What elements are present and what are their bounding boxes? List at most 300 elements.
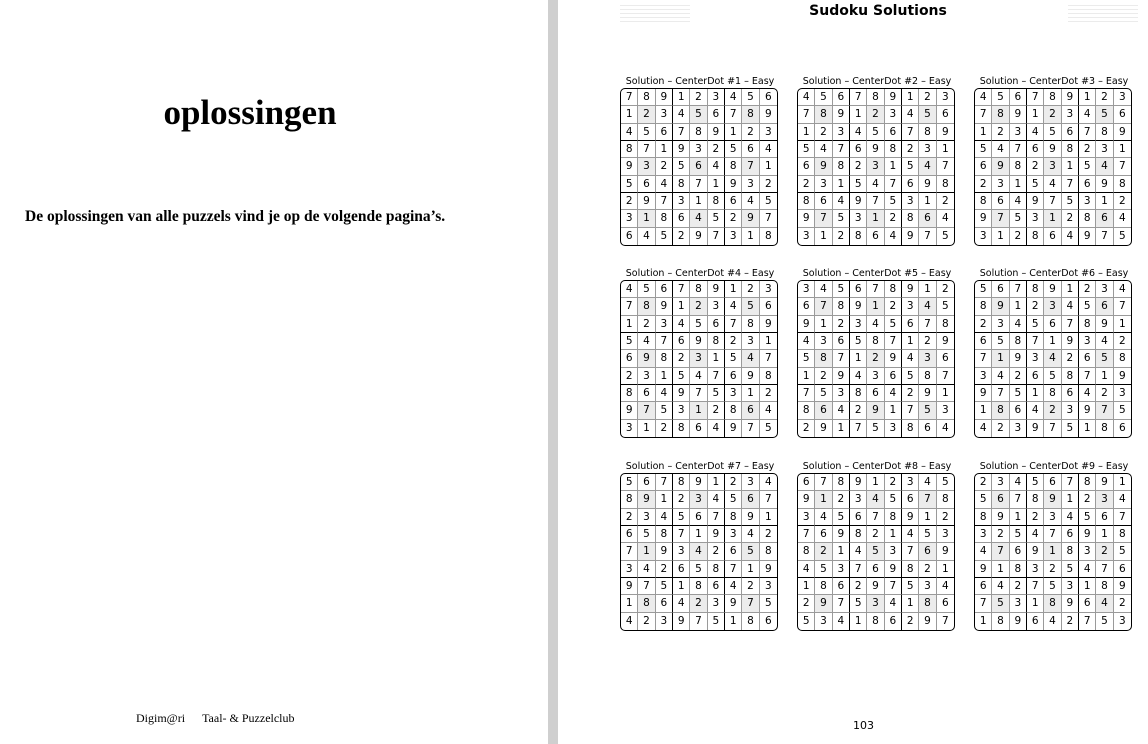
sudoku-cell: 7 [885,333,902,350]
sudoku-cell: 2 [1044,402,1061,419]
sudoku-cell: 6 [992,491,1009,508]
sudoku-cell: 9 [1044,141,1061,158]
sudoku-cell: 9 [867,578,884,595]
sudoku-cell: 7 [798,526,815,543]
sudoku-cell: 4 [1044,613,1061,630]
sudoku-cell: 9 [725,420,742,437]
sudoku-cell: 8 [815,106,832,123]
sudoku-cell: 5 [992,89,1009,106]
sudoku-cell: 3 [1062,578,1079,595]
sudoku-cell: 2 [1062,350,1079,367]
sudoku-grid [974,473,1132,631]
sudoku-cell: 9 [673,385,690,402]
sudoku-cell: 4 [975,543,992,560]
sudoku-cell: 3 [975,228,992,245]
sudoku-cell: 2 [690,298,707,315]
sudoku-cell: 5 [902,578,919,595]
sudoku-cell: 3 [1062,106,1079,123]
sudoku-cell: 2 [937,509,954,526]
sudoku-cell: 9 [690,228,707,245]
sudoku-cell: 8 [1079,316,1096,333]
sudoku-cell: 7 [656,333,673,350]
sudoku-cell: 9 [937,333,954,350]
sudoku-cell: 9 [1079,228,1096,245]
sudoku-cell: 2 [815,124,832,141]
sudoku-cell: 5 [638,124,655,141]
sudoku-cell: 8 [1062,368,1079,385]
sudoku-cell: 9 [690,474,707,491]
sudoku-cell: 2 [1010,578,1027,595]
sudoku-cell: 5 [937,474,954,491]
sudoku-cell: 3 [833,561,850,578]
sudoku-cell: 2 [919,333,936,350]
sudoku-cell: 6 [902,491,919,508]
sudoku-cell: 1 [1044,210,1061,227]
sudoku-cell: 1 [690,526,707,543]
sudoku-cell: 8 [760,368,777,385]
puzzle-label: Solution – CenterDot #7 – Easy [625,461,775,472]
sudoku-solution-2 [797,76,957,246]
sudoku-cell: 3 [708,595,725,612]
sudoku-cell: 2 [638,316,655,333]
sudoku-cell: 5 [798,141,815,158]
sudoku-cell: 2 [798,595,815,612]
sudoku-cell: 7 [815,298,832,315]
sudoku-cell: 5 [1096,613,1113,630]
sudoku-cell: 4 [1114,491,1131,508]
sudoku-cell: 5 [690,561,707,578]
sudoku-cell: 2 [760,526,777,543]
sudoku-cell: 8 [975,193,992,210]
sudoku-cell: 1 [673,89,690,106]
sudoku-cell: 6 [673,561,690,578]
sudoku-cell: 4 [656,509,673,526]
sudoku-cell: 1 [1027,385,1044,402]
sudoku-cell: 3 [656,613,673,630]
sudoku-cell: 6 [798,298,815,315]
sudoku-cell: 8 [850,228,867,245]
sudoku-cell: 7 [621,543,638,560]
sudoku-cell: 1 [992,561,1009,578]
sudoku-cell: 8 [621,385,638,402]
sudoku-cell: 7 [1096,561,1113,578]
sudoku-cell: 6 [621,228,638,245]
sudoku-cell: 5 [815,561,832,578]
sudoku-cell: 2 [902,141,919,158]
sudoku-cell: 3 [919,141,936,158]
sudoku-cell: 8 [1010,158,1027,175]
sudoku-cell: 3 [673,543,690,560]
sudoku-cell: 1 [833,543,850,560]
puzzle-label: Solution – CenterDot #9 – Easy [979,461,1129,472]
sudoku-cell: 1 [1114,474,1131,491]
sudoku-cell: 1 [798,368,815,385]
sudoku-cell: 6 [1114,106,1131,123]
sudoku-cell: 5 [621,176,638,193]
sudoku-cell: 2 [850,578,867,595]
sudoku-cell: 7 [1079,368,1096,385]
sudoku-cell: 7 [638,141,655,158]
sudoku-cell: 1 [725,281,742,298]
sudoku-cell: 3 [833,124,850,141]
sudoku-cell: 3 [815,613,832,630]
sudoku-cell: 5 [919,402,936,419]
sudoku-cell: 4 [937,578,954,595]
sudoku-cell: 4 [975,420,992,437]
sudoku-cell: 2 [937,281,954,298]
sudoku-cell: 3 [902,193,919,210]
sudoku-cell: 4 [919,298,936,315]
sudoku-cell: 1 [673,578,690,595]
sudoku-cell: 1 [638,420,655,437]
sudoku-cell: 9 [833,368,850,385]
sudoku-cell: 2 [975,474,992,491]
sudoku-cell: 5 [885,316,902,333]
sudoku-cell: 2 [708,402,725,419]
sudoku-cell: 2 [1079,281,1096,298]
sudoku-cell: 1 [937,141,954,158]
sudoku-cell: 9 [919,613,936,630]
sudoku-cell: 3 [975,526,992,543]
sudoku-cell: 1 [742,561,759,578]
sudoku-cell: 8 [902,561,919,578]
sudoku-cell: 1 [1096,368,1113,385]
sudoku-cell: 4 [673,106,690,123]
sudoku-cell: 1 [992,228,1009,245]
sudoku-cell: 3 [919,578,936,595]
sudoku-cell: 5 [1027,316,1044,333]
sudoku-cell: 2 [833,316,850,333]
sudoku-cell: 9 [975,561,992,578]
footer-left: Digim@ri [136,711,186,725]
sudoku-cell: 9 [937,543,954,560]
sudoku-cell: 1 [708,176,725,193]
sudoku-cell: 5 [1027,176,1044,193]
sudoku-cell: 8 [798,193,815,210]
sudoku-cell: 5 [725,350,742,367]
sudoku-cell: 2 [937,193,954,210]
sudoku-cell: 3 [975,368,992,385]
sudoku-cell: 5 [992,333,1009,350]
sudoku-cell: 2 [833,491,850,508]
sudoku-cell: 5 [708,385,725,402]
sudoku-cell: 8 [1027,281,1044,298]
sudoku-cell: 9 [1010,106,1027,123]
sudoku-cell: 1 [1079,578,1096,595]
sudoku-cell: 8 [1062,543,1079,560]
sudoku-cell: 3 [992,316,1009,333]
sudoku-cell: 3 [798,509,815,526]
sudoku-cell: 7 [850,561,867,578]
sudoku-cell: 1 [742,385,759,402]
sudoku-cell: 7 [673,124,690,141]
intro-text: De oplossingen van alle puzzels vind je op de volgende pagina’s. [25,208,446,225]
sudoku-cell: 1 [975,613,992,630]
sudoku-cell: 2 [725,210,742,227]
sudoku-cell: 7 [621,298,638,315]
sudoku-cell: 5 [833,210,850,227]
sudoku-cell: 4 [656,385,673,402]
sudoku-cell: 1 [638,210,655,227]
sudoku-cell: 4 [1044,350,1061,367]
sudoku-cell: 4 [815,509,832,526]
sudoku-cell: 7 [975,595,992,612]
sudoku-cell: 9 [1010,613,1027,630]
sudoku-cell: 1 [798,578,815,595]
sudoku-cell: 4 [850,368,867,385]
sudoku-cell: 2 [725,474,742,491]
sudoku-cell: 3 [638,509,655,526]
sudoku-cell: 8 [992,613,1009,630]
sudoku-cell: 5 [1044,578,1061,595]
sudoku-cell: 8 [867,89,884,106]
sudoku-cell: 9 [1044,281,1061,298]
sudoku-cell: 4 [638,228,655,245]
sudoku-cell: 6 [850,281,867,298]
sudoku-cell: 3 [742,176,759,193]
sudoku-solution-1 [620,76,780,246]
sudoku-cell: 5 [992,595,1009,612]
sudoku-cell: 5 [708,210,725,227]
sudoku-cell: 7 [690,613,707,630]
sudoku-cell: 7 [760,350,777,367]
sudoku-cell: 3 [760,124,777,141]
sudoku-cell: 6 [1010,402,1027,419]
sudoku-cell: 3 [673,402,690,419]
sudoku-cell: 1 [1062,491,1079,508]
sudoku-cell: 6 [1044,316,1061,333]
sudoku-grid [620,88,778,246]
sudoku-cell: 2 [656,420,673,437]
sudoku-cell: 7 [1079,124,1096,141]
sudoku-grid [797,473,955,631]
sudoku-cell: 3 [885,420,902,437]
sudoku-cell: 2 [742,281,759,298]
sudoku-cell: 6 [1044,474,1061,491]
sudoku-cell: 1 [725,613,742,630]
sudoku-cell: 9 [1062,333,1079,350]
sudoku-cell: 5 [1044,368,1061,385]
sudoku-cell: 4 [867,491,884,508]
sudoku-cell: 5 [1118,230,1126,243]
sudoku-cell: 1 [1010,298,1027,315]
sudoku-cell: 9 [815,158,832,175]
sudoku-cell: 2 [1096,89,1113,106]
sudoku-cell: 2 [1010,228,1027,245]
sudoku-cell: 6 [833,89,850,106]
sudoku-cell: 7 [1096,228,1113,245]
sudoku-cell: 4 [1062,298,1079,315]
sudoku-cell: 6 [1044,228,1061,245]
sudoku-cell: 2 [919,561,936,578]
sudoku-cell: 4 [902,106,919,123]
sudoku-cell: 2 [621,509,638,526]
sudoku-cell: 3 [1079,543,1096,560]
sudoku-cell: 8 [833,298,850,315]
sudoku-cell: 4 [975,89,992,106]
sudoku-cell: 7 [941,615,949,628]
sudoku-cell: 1 [885,402,902,419]
sudoku-cell: 4 [1027,402,1044,419]
sudoku-grid [974,280,1132,438]
sudoku-cell: 5 [1010,526,1027,543]
sudoku-cell: 5 [656,578,673,595]
sudoku-cell: 8 [919,368,936,385]
sudoku-cell: 4 [1114,281,1131,298]
sudoku-cell: 4 [725,298,742,315]
sudoku-cell: 2 [992,420,1009,437]
sudoku-cell: 5 [673,509,690,526]
sudoku-cell: 9 [867,141,884,158]
sudoku-cell: 2 [638,106,655,123]
sudoku-cell: 7 [742,420,759,437]
sudoku-cell: 6 [798,474,815,491]
sudoku-cell: 4 [1079,106,1096,123]
sudoku-cell: 3 [725,228,742,245]
sudoku-cell: 6 [1027,141,1044,158]
sudoku-cell: 4 [1079,385,1096,402]
sudoku-cell: 7 [1114,158,1131,175]
sudoku-cell: 9 [902,509,919,526]
sudoku-cell: 7 [708,368,725,385]
sudoku-cell: 2 [1044,561,1061,578]
sudoku-cell: 4 [621,613,638,630]
sudoku-cell: 9 [638,193,655,210]
sudoku-cell: 4 [621,124,638,141]
sudoku-cell: 5 [1079,509,1096,526]
sudoku-cell: 9 [708,526,725,543]
puzzle-label: Solution – CenterDot #2 – Easy [802,76,952,87]
sudoku-cell: 2 [798,420,815,437]
sudoku-cell: 6 [833,333,850,350]
sudoku-cell: 3 [937,89,954,106]
sudoku-cell: 7 [760,491,777,508]
sudoku-cell: 7 [760,210,777,227]
sudoku-cell: 4 [621,281,638,298]
sudoku-cell: 4 [725,578,742,595]
sudoku-cell: 4 [1096,158,1113,175]
sudoku-cell: 8 [850,526,867,543]
sudoku-cell: 4 [885,228,902,245]
sudoku-cell: 2 [1027,158,1044,175]
sudoku-cell: 2 [621,368,638,385]
sudoku-cell: 4 [941,422,949,435]
sudoku-cell: 6 [690,420,707,437]
sudoku-cell: 5 [815,385,832,402]
sudoku-cell: 6 [621,526,638,543]
sudoku-cell: 1 [1062,158,1079,175]
sudoku-cell: 1 [1027,595,1044,612]
sudoku-solution-8 [797,461,957,631]
sudoku-cell: 6 [725,193,742,210]
sudoku-cell: 5 [850,595,867,612]
sudoku-cell: 1 [1044,333,1061,350]
sudoku-cell: 7 [902,543,919,560]
sudoku-cell: 3 [708,89,725,106]
sudoku-cell: 1 [1010,176,1027,193]
footer-club: Taal- & Puzzelclub [202,711,295,725]
sudoku-cell: 6 [1010,89,1027,106]
sudoku-cell: 8 [885,141,902,158]
sudoku-cell: 7 [833,350,850,367]
sudoku-cell: 6 [937,350,954,367]
sudoku-cell: 7 [725,561,742,578]
sudoku-cell: 4 [742,350,759,367]
sudoku-cell: 2 [1044,106,1061,123]
sudoku-cell: 6 [885,368,902,385]
sudoku-cell: 3 [656,316,673,333]
sudoku-cell: 1 [850,350,867,367]
left-page [0,0,548,744]
sudoku-cell: 7 [656,474,673,491]
sudoku-cell: 6 [885,124,902,141]
sudoku-cell: 5 [975,141,992,158]
sudoku-cell: 7 [902,124,919,141]
sudoku-cell: 7 [1010,141,1027,158]
sudoku-cell: 9 [742,509,759,526]
sudoku-cell: 4 [1062,228,1079,245]
sudoku-cell: 6 [690,158,707,175]
sudoku-cell: 8 [902,210,919,227]
sudoku-solution-9 [974,461,1134,631]
sudoku-cell: 1 [902,89,919,106]
sudoku-cell: 4 [638,333,655,350]
sudoku-cell: 9 [673,613,690,630]
sudoku-cell: 7 [1027,89,1044,106]
sudoku-cell: 6 [815,402,832,419]
sudoku-cell: 1 [656,141,673,158]
sudoku-cell: 9 [708,124,725,141]
sudoku-cell: 4 [867,176,884,193]
sudoku-cell: 7 [919,316,936,333]
sudoku-cell: 5 [850,176,867,193]
sudoku-cell: 4 [690,368,707,385]
sudoku-cell: 9 [798,316,815,333]
sudoku-cell: 2 [742,578,759,595]
sudoku-cell: 1 [1010,509,1027,526]
sudoku-cell: 2 [708,543,725,560]
sudoku-cell: 3 [867,368,884,385]
sudoku-cell: 5 [1010,385,1027,402]
sudoku-cell: 1 [708,350,725,367]
sudoku-cell: 6 [690,509,707,526]
sudoku-cell: 2 [690,89,707,106]
sudoku-cell: 5 [902,368,919,385]
sudoku-cell: 8 [638,595,655,612]
sudoku-cell: 4 [1044,176,1061,193]
sudoku-cell: 3 [833,385,850,402]
sudoku-cell: 7 [708,228,725,245]
sudoku-cell: 8 [867,613,884,630]
sudoku-cell: 2 [1027,298,1044,315]
sudoku-cell: 3 [690,350,707,367]
sudoku-cell: 7 [1079,613,1096,630]
sudoku-cell: 8 [1062,141,1079,158]
sudoku-cell: 7 [1062,316,1079,333]
sudoku-cell: 6 [867,385,884,402]
sudoku-cell: 9 [760,561,777,578]
sudoku-cell: 2 [1079,491,1096,508]
sudoku-cell: 5 [742,298,759,315]
sudoku-cell: 9 [708,281,725,298]
sudoku-cell: 7 [937,158,954,175]
sudoku-cell: 5 [815,89,832,106]
sudoku-cell: 8 [708,333,725,350]
sudoku-cell: 1 [621,106,638,123]
sudoku-cell: 7 [1010,281,1027,298]
sudoku-cell: 9 [885,89,902,106]
sudoku-cell: 7 [725,316,742,333]
